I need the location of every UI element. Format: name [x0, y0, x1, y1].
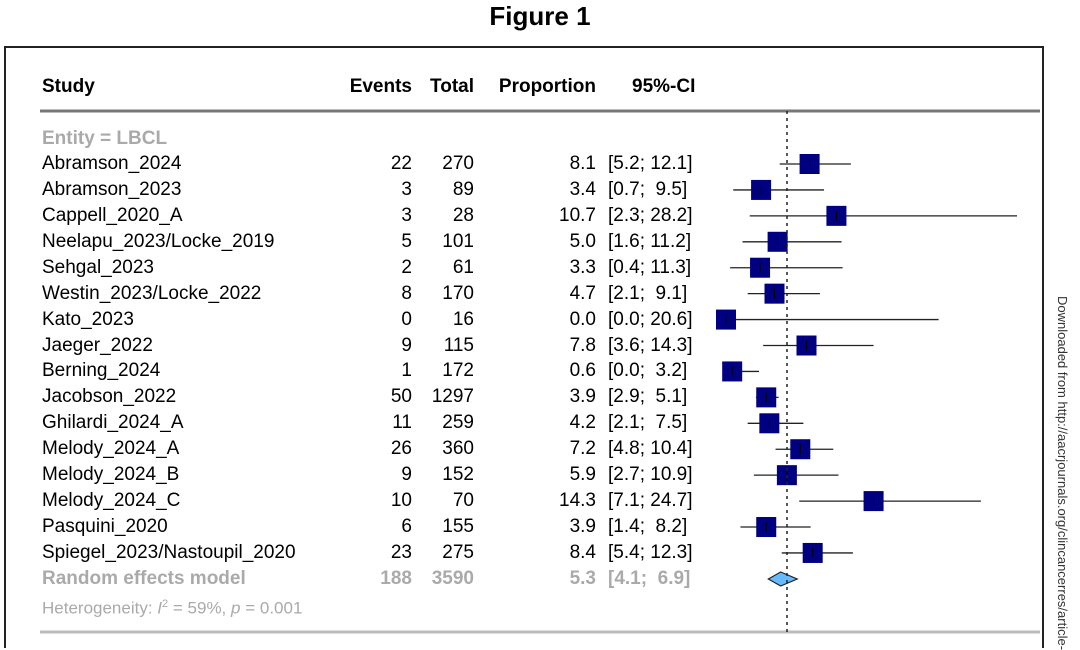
study-events: 0	[401, 308, 412, 330]
study-total: 28	[452, 204, 474, 226]
study-name: Westin_2023/Locke_2022	[42, 282, 262, 304]
study-total: 270	[442, 153, 474, 174]
study-proportion: 3.4	[569, 178, 596, 200]
pooled-total: 3590	[431, 568, 474, 589]
header-events: Events	[349, 76, 412, 97]
study-total: 16	[452, 308, 474, 330]
study-proportion: 10.7	[559, 204, 596, 226]
heterogeneity-prefix: Heterogeneity:	[42, 598, 158, 618]
pooled-label: Random effects model	[42, 568, 246, 589]
study-total: 155	[442, 516, 474, 538]
study-name: Neelapu_2023/Locke_2019	[42, 230, 275, 252]
study-events: 26	[390, 438, 412, 460]
pooled-diamond	[768, 572, 797, 586]
download-watermark: Downloaded from http://aacrjournals.org/clincancerres/article-	[1055, 296, 1070, 650]
subgroup-label: Entity = LBCL	[42, 128, 168, 149]
study-ci: [5.4; 12.3]	[608, 541, 693, 563]
pooled-ci: [4.1; 6.9]	[608, 568, 691, 589]
study-total: 101	[442, 230, 474, 252]
study-events: 5	[401, 230, 412, 252]
figure-title: Figure 1	[489, 1, 591, 31]
study-name: Melody_2024_C	[42, 490, 181, 512]
study-name: Cappell_2020_A	[42, 204, 183, 226]
study-ci: [2.3; 28.2]	[608, 204, 693, 226]
study-proportion: 8.1	[569, 153, 596, 174]
study-total: 115	[443, 334, 474, 356]
study-proportion: 8.4	[569, 541, 596, 563]
study-proportion: 4.7	[569, 282, 596, 304]
pooled-events: 188	[380, 568, 412, 589]
study-ci: [1.4; 8.2]	[608, 516, 688, 538]
study-total: 170	[442, 282, 474, 304]
study-ci: [0.0; 20.6]	[608, 308, 693, 330]
study-proportion: 3.9	[569, 386, 596, 408]
study-ci: [2.1; 7.5]	[608, 412, 688, 434]
study-proportion: 7.2	[569, 438, 596, 460]
study-proportion: 0.0	[569, 308, 596, 330]
study-ci: [0.0; 3.2]	[608, 360, 688, 382]
header-proportion: Proportion	[498, 76, 596, 97]
study-total: 360	[442, 438, 474, 460]
study-total: 61	[452, 256, 474, 278]
heterogeneity-p-value: = 0.001	[240, 598, 303, 618]
study-events: 8	[401, 282, 412, 304]
study-ci: [2.1; 9.1]	[608, 282, 688, 304]
study-name: Ghilardi_2024_A	[42, 412, 184, 434]
study-events: 3	[401, 178, 412, 200]
study-name: Jacobson_2022	[42, 386, 177, 408]
study-events: 11	[392, 412, 412, 434]
study-name: Abramson_2023	[42, 178, 182, 200]
study-name: Berning_2024	[42, 360, 161, 382]
study-events: 6	[401, 516, 412, 538]
study-events: 50	[390, 386, 412, 408]
study-ci: [5.2; 12.1]	[608, 153, 693, 174]
study-total: 275	[442, 541, 474, 563]
study-total: 152	[442, 464, 474, 486]
study-ci: [0.4; 11.3]	[608, 256, 692, 278]
study-proportion: 4.2	[569, 412, 596, 434]
study-events: 1	[401, 360, 412, 382]
study-events: 10	[390, 490, 412, 512]
study-proportion: 3.9	[569, 516, 596, 538]
study-name: Abramson_2024	[42, 153, 182, 174]
study-ci: [3.6; 14.3]	[608, 334, 693, 356]
study-name: Sehgal_2023	[42, 256, 154, 278]
study-total: 70	[452, 490, 474, 512]
study-ci: [2.9; 5.1]	[608, 386, 688, 408]
study-ci: [0.7; 9.5]	[608, 178, 688, 200]
study-ci: [7.1; 24.7]	[608, 490, 693, 512]
study-proportion: 3.3	[569, 256, 596, 278]
study-events: 9	[401, 334, 412, 356]
heterogeneity-i2-sup: 2	[162, 598, 169, 610]
study-total: 89	[452, 178, 474, 200]
study-proportion: 14.3	[559, 490, 596, 512]
study-name: Kato_2023	[42, 308, 134, 330]
study-proportion: 7.8	[569, 334, 596, 356]
study-ci: [1.6; 11.2]	[608, 230, 692, 252]
study-total: 1297	[431, 386, 474, 408]
study-ci: [4.8; 10.4]	[608, 438, 693, 460]
study-name: Melody_2024_B	[42, 464, 180, 486]
study-total: 259	[442, 412, 474, 434]
study-name: Melody_2024_A	[42, 438, 180, 460]
heterogeneity-i2-symbol: I	[157, 598, 163, 618]
study-events: 3	[401, 204, 412, 226]
study-events: 23	[390, 541, 412, 563]
pooled-proportion: 5.3	[569, 568, 596, 589]
heterogeneity-p-symbol: p	[231, 598, 241, 618]
heterogeneity-i2-value: = 59%,	[168, 598, 232, 618]
study-total: 172	[442, 360, 474, 382]
study-proportion: 5.0	[569, 230, 596, 252]
study-proportion: 5.9	[569, 464, 596, 486]
study-name: Spiegel_2023/Nastoupil_2020	[42, 541, 296, 563]
study-name: Pasquini_2020	[42, 516, 168, 538]
header-study: Study	[42, 76, 95, 97]
study-name: Jaeger_2022	[42, 334, 153, 356]
study-proportion: 0.6	[569, 360, 596, 382]
header-total: Total	[430, 76, 474, 97]
study-events: 2	[401, 256, 412, 278]
study-ci: [2.7; 10.9]	[608, 464, 693, 486]
study-events: 9	[401, 464, 412, 486]
header-ci: 95%-CI	[632, 76, 696, 97]
study-events: 22	[390, 153, 412, 174]
